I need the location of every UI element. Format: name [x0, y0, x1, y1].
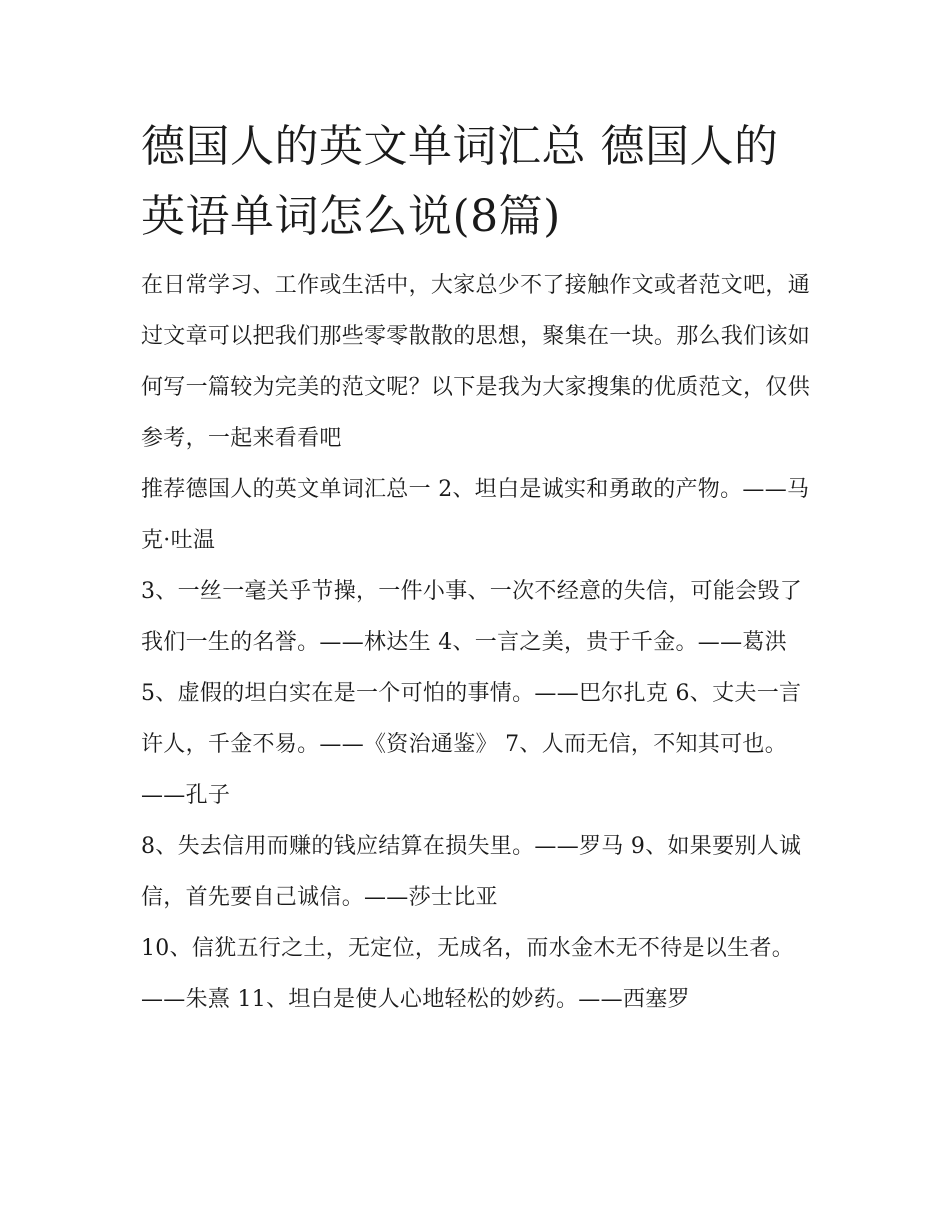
paragraph-quote-2: 推荐德国人的英文单词汇总一 2、坦白是诚实和勇敢的产物。——马克·吐温 [141, 477, 810, 553]
paragraph-quotes-10-11: 10、信犹五行之土，无定位，无成名，而水金木无不待是以生者。——朱熹 11、坦白是使人心地轻松的妙药。——西塞罗 [141, 936, 794, 1012]
document-title: 德国人的英文单词汇总 德国人的英语单词怎么说(8篇) [141, 121, 779, 242]
paragraph-quotes-3-4: 3、一丝一毫关乎节操，一件小事、一次不经意的失信，可能会毁了我们一生的名誉。——林达生 4、一言之美，贵于千金。——葛洪 [141, 579, 802, 655]
document-content [141, 112, 821, 1025]
paragraph-quotes-5-7: 5、虚假的坦白实在是一个可怕的事情。——巴尔扎克 6、丈夫一言许人，千金不易。——《资治通鉴》 7、人而无信，不知其可也。——孔子 [141, 681, 802, 808]
paragraph-quotes-8-9: 8、失去信用而赚的钱应结算在损失里。——罗马 9、如果要别人诚信，首先要自己诚信。——莎士比亚 [141, 834, 802, 910]
paragraph-intro: 在日常学习、工作或生活中，大家总少不了接触作文或者范文吧，通过文章可以把我们那些零零散散的思想，聚集在一块。那么我们该如何写一篇较为完美的范文呢？以下是我为大家搜集的优质范文，仅供参考，一起来看看吧 [141, 273, 811, 451]
